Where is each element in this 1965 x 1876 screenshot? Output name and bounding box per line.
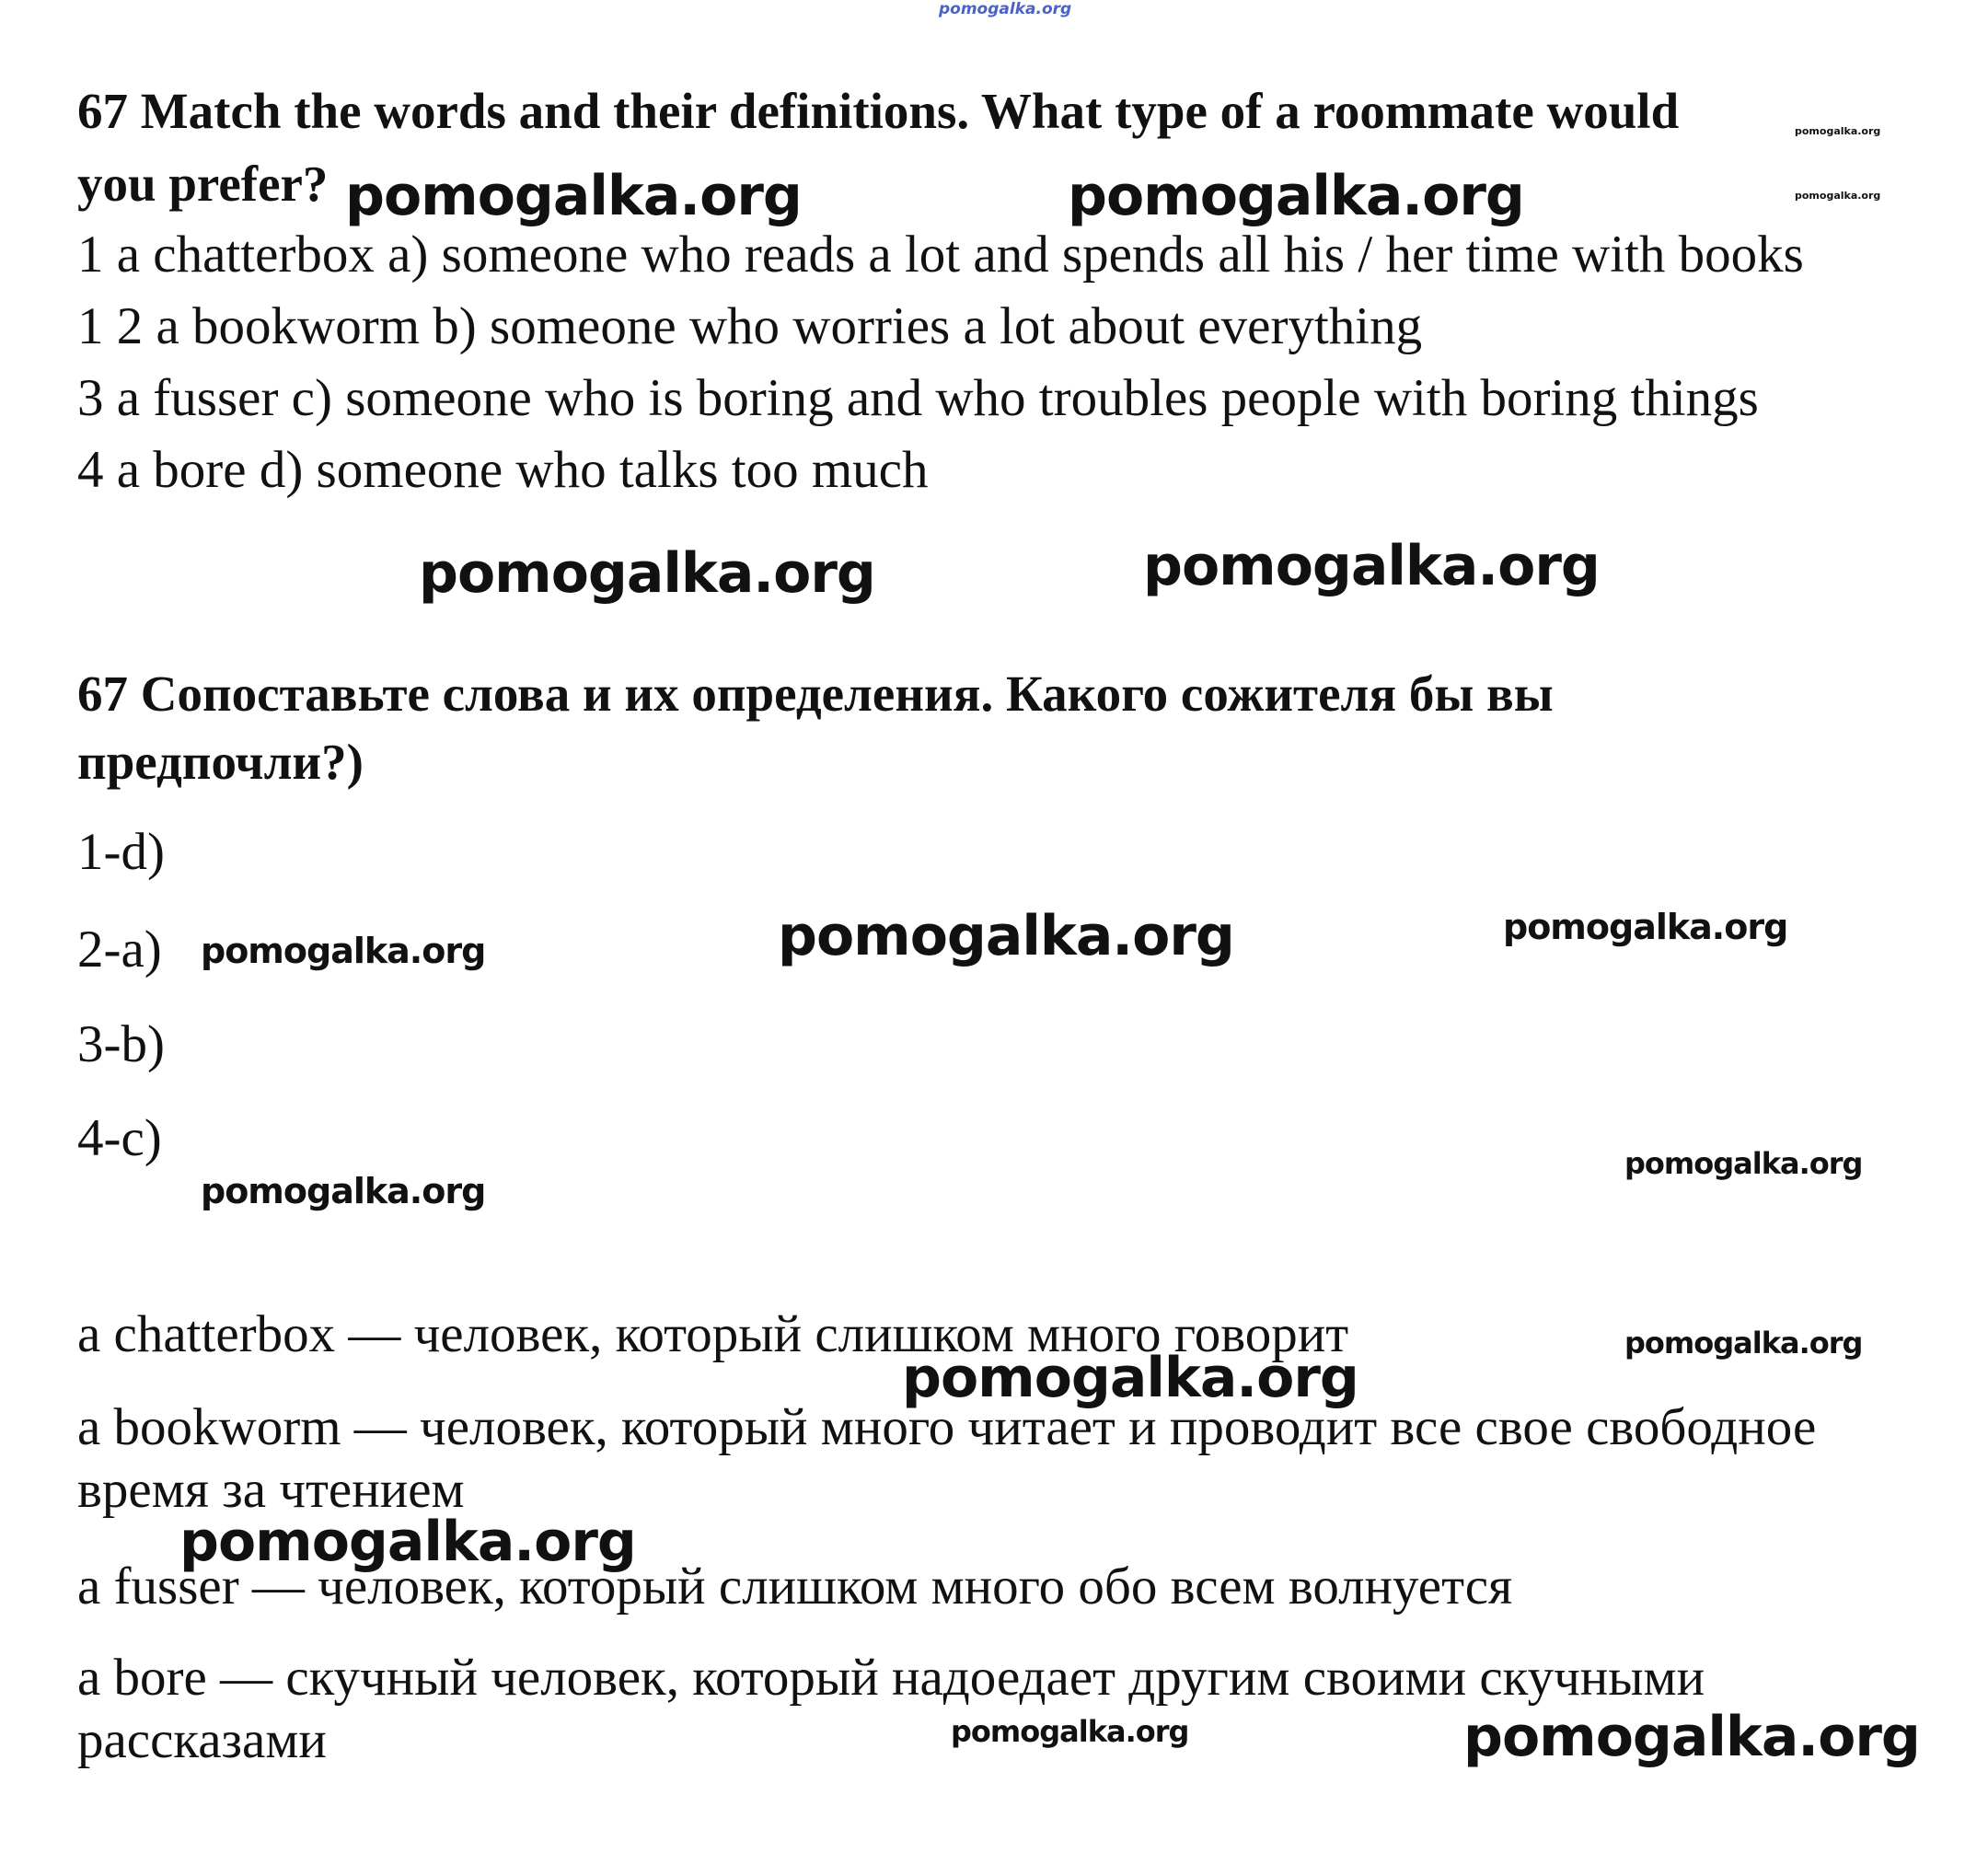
english-item-2: 1 2 a bookworm b) someone who worries a lot about everything [77, 297, 1423, 355]
answer-2: 2-a) [77, 921, 162, 979]
watermark: pomogalka.org [1068, 164, 1524, 228]
translation-chatterbox: a chatterbox — человек, который слишком много говорит [77, 1305, 1349, 1363]
translation-fusser: a fusser — человек, который слишком много обо всем волнуется [77, 1558, 1513, 1615]
watermark: pomogalka.org [201, 931, 486, 971]
watermark: pomogalka.org [201, 1171, 486, 1211]
watermark: pomogalka.org [1503, 907, 1788, 947]
watermark: pomogalka.org [1795, 190, 1881, 202]
english-item-3: 3 a fusser c) someone who is boring and who troubles people with boring things [77, 369, 1759, 427]
english-heading-line-2: you prefer? [77, 156, 329, 212]
watermark: pomogalka.org [1795, 125, 1881, 137]
watermark: pomogalka.org [345, 164, 802, 228]
watermark: pomogalka.org [1143, 534, 1600, 598]
answer-1: 1-d) [77, 823, 165, 881]
english-item-4: 4 a bore d) someone who talks too much [77, 441, 929, 499]
english-heading-line-1: 67 Match the words and their definitions. What type of a roommate would [77, 83, 1680, 139]
answer-3: 3-b) [77, 1015, 165, 1073]
watermark: pomogalka.org [419, 541, 875, 606]
english-item-1: 1 a chatterbox a) someone who reads a lot and spends all his / her time with books [77, 226, 1804, 284]
watermark: pomogalka.org [179, 1510, 636, 1574]
answer-4: 4-c) [77, 1109, 162, 1167]
russian-heading-line-2: предпочли?) [77, 734, 364, 790]
watermark: pomogalka.org [1463, 1705, 1920, 1769]
russian-heading-line-1: 67 Сопоставьте слова и их определения. Какого сожителя бы вы [77, 666, 1554, 722]
watermark: pomogalka.org [1624, 1326, 1863, 1361]
translation-bookworm: a bookworm — человек, который много читает и проводит все свое свободное время за чтением [77, 1398, 1817, 1519]
watermark: pomogalka.org [951, 1714, 1189, 1749]
watermark: pomogalka.org [902, 1346, 1358, 1410]
watermark: pomogalka.org [1624, 1146, 1863, 1181]
watermark-top: pomogalka.org [939, 0, 1072, 18]
translation-bore: a bore — скучный человек, который надоедает другим своими скучными рассказами [77, 1649, 1705, 1769]
watermark: pomogalka.org [778, 904, 1234, 968]
